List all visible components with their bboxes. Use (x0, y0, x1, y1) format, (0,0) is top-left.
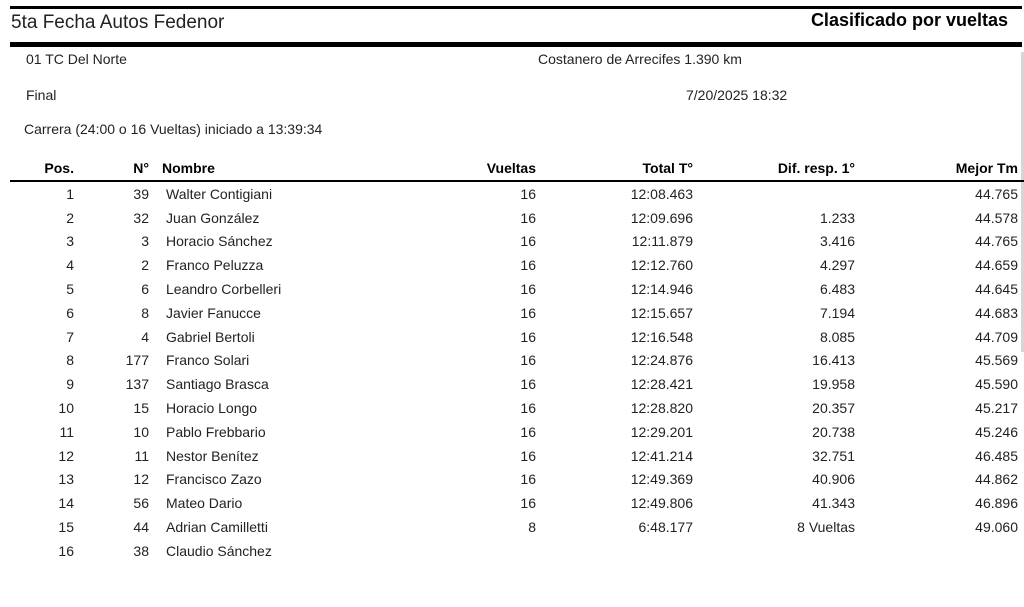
cell-number: 137 (125, 376, 149, 393)
cell-number: 39 (133, 185, 149, 202)
cell-laps: 16 (520, 304, 536, 321)
cell-laps: 16 (520, 447, 536, 464)
table-header-row (10, 156, 1024, 181)
cell-best-time: 44.659 (975, 257, 1018, 274)
cell-name: Adrian Camilletti (166, 519, 268, 536)
cell-total-time: 12:08.463 (630, 185, 693, 202)
cell-total-time: 12:15.657 (630, 304, 693, 321)
cell-laps: 16 (520, 233, 536, 250)
cell-diff: 6.483 (819, 281, 855, 298)
cell-number: 6 (141, 281, 149, 298)
table-row (10, 491, 1024, 515)
column-header-laps: Vueltas (342, 156, 536, 181)
cell-pos: 7 (66, 328, 74, 345)
table-row (10, 325, 1024, 349)
cell-diff: 7.194 (819, 304, 855, 321)
column-header-total-time: Total T° (536, 156, 693, 181)
cell-pos: 6 (66, 304, 74, 321)
cell-best-time: 44.683 (975, 304, 1018, 321)
cell-laps: 16 (520, 352, 536, 369)
table-row (10, 444, 1024, 468)
cell-total-time: 12:28.820 (630, 400, 693, 417)
cell-number: 38 (133, 542, 149, 559)
cell-laps: 16 (520, 185, 536, 202)
table-row (10, 468, 1024, 492)
cell-name: Franco Peluzza (166, 257, 264, 274)
cell-best-time: 45.569 (975, 352, 1018, 369)
cell-best-time: 49.060 (975, 519, 1018, 536)
cell-diff: 32.751 (812, 447, 855, 464)
session-label: Final (26, 87, 57, 103)
cell-diff: 3.416 (819, 233, 855, 250)
cell-diff (693, 539, 855, 563)
cell-total-time: 12:12.760 (630, 257, 693, 274)
cell-pos: 8 (66, 352, 74, 369)
cell-laps: 16 (520, 400, 536, 417)
cell-number: 10 (133, 423, 149, 440)
cell-total-time: 12:11.879 (631, 233, 693, 250)
column-header-pos: Pos. (10, 156, 74, 181)
cell-name: Juan González (166, 209, 260, 226)
cell-laps: 16 (520, 376, 536, 393)
cell-number: 32 (133, 209, 149, 226)
cell-number: 2 (141, 257, 149, 274)
category-label: 01 TC Del Norte (26, 51, 127, 67)
cell-pos: 16 (58, 542, 74, 559)
cell-diff: 8.085 (819, 328, 855, 345)
cell-total-time: 12:49.369 (630, 471, 693, 488)
cell-number: 12 (133, 471, 149, 488)
cell-pos: 3 (66, 233, 74, 250)
cell-pos: 12 (58, 447, 74, 464)
cell-total-time: 12:49.806 (630, 495, 693, 512)
table-row (10, 277, 1024, 301)
cell-total-time: 12:09.696 (630, 209, 693, 226)
top-rule (10, 6, 1022, 9)
cell-diff (693, 181, 855, 206)
cell-number: 3 (141, 233, 149, 250)
table-row (10, 253, 1024, 277)
column-header-number: N° (74, 156, 149, 181)
cell-laps: 16 (520, 423, 536, 440)
cell-pos: 13 (58, 471, 74, 488)
cell-laps (342, 539, 536, 563)
cell-pos: 5 (66, 281, 74, 298)
cell-name: Claudio Sánchez (166, 542, 272, 559)
cell-name: Mateo Dario (166, 495, 243, 512)
cell-laps: 16 (520, 209, 536, 226)
results-table (10, 156, 1024, 563)
cell-laps: 16 (520, 471, 536, 488)
header-rule (10, 42, 1022, 47)
cell-pos: 10 (58, 400, 74, 417)
cell-number: 4 (141, 328, 149, 345)
cell-total-time: 12:24.876 (630, 352, 693, 369)
cell-best-time: 46.896 (975, 495, 1018, 512)
column-header-name: Nombre (149, 156, 342, 181)
cell-best-time: 44.645 (975, 281, 1018, 298)
table-row (10, 230, 1024, 254)
cell-diff: 8 Vueltas (797, 519, 855, 536)
cell-name: Gabriel Bertoli (166, 328, 255, 345)
cell-best-time: 45.590 (975, 376, 1018, 393)
table-row (10, 515, 1024, 539)
cell-diff: 41.343 (812, 495, 855, 512)
track-label: Costanero de Arrecifes 1.390 km (538, 51, 742, 67)
cell-name: Francisco Zazo (166, 471, 262, 488)
cell-laps: 16 (520, 257, 536, 274)
cell-total-time: 12:29.201 (630, 423, 693, 440)
table-row (10, 206, 1024, 230)
cell-name: Javier Fanucce (166, 304, 261, 321)
cell-laps: 16 (520, 328, 536, 345)
table-row (10, 420, 1024, 444)
cell-pos: 4 (66, 257, 74, 274)
cell-diff: 4.297 (819, 257, 855, 274)
cell-name: Franco Solari (166, 352, 250, 369)
table-row (10, 181, 1024, 206)
cell-diff: 1.233 (819, 209, 855, 226)
cell-best-time: 44.765 (975, 185, 1018, 202)
cell-name: Horacio Sánchez (166, 233, 273, 250)
cell-diff: 16.413 (812, 352, 855, 369)
cell-pos: 1 (66, 185, 74, 202)
cell-name: Leandro Corbelleri (166, 281, 282, 298)
cell-best-time: 44.709 (975, 328, 1018, 345)
table-row (10, 372, 1024, 396)
cell-diff: 20.738 (812, 423, 855, 440)
cell-number: 8 (141, 304, 149, 321)
cell-total-time: 12:16.548 (630, 328, 693, 345)
cell-pos: 15 (58, 519, 74, 536)
cell-best-time: 44.765 (975, 233, 1018, 250)
cell-pos: 9 (66, 376, 74, 393)
table-row (10, 301, 1024, 325)
cell-number: 11 (134, 447, 149, 464)
cell-total-time: 12:28.421 (630, 376, 693, 393)
cell-total-time (536, 539, 693, 563)
cell-diff: 20.357 (812, 400, 855, 417)
cell-best-time: 45.217 (975, 400, 1018, 417)
cell-pos: 2 (66, 209, 74, 226)
cell-diff: 19.958 (812, 376, 855, 393)
race-info: Carrera (24:00 o 16 Vueltas) iniciado a 13:39:34 (24, 121, 323, 137)
cell-diff: 40.906 (812, 471, 855, 488)
datetime-label: 7/20/2025 18:32 (686, 87, 788, 103)
cell-name: Santiago Brasca (166, 376, 269, 393)
column-header-diff: Dif. resp. 1° (693, 156, 855, 181)
cell-name: Nestor Benítez (166, 447, 259, 464)
cell-total-time: 6:48.177 (638, 519, 693, 536)
cell-total-time: 12:41.214 (630, 447, 693, 464)
cell-best-time: 46.485 (975, 447, 1018, 464)
cell-best-time: 45.246 (975, 423, 1018, 440)
cell-best-time: 44.578 (975, 209, 1018, 226)
cell-total-time: 12:14.946 (630, 281, 693, 298)
cell-name: Pablo Frebbario (166, 423, 266, 440)
cell-pos: 11 (59, 423, 74, 440)
cell-name: Horacio Longo (166, 400, 258, 417)
cell-best-time (855, 539, 1024, 563)
cell-number: 44 (133, 519, 149, 536)
cell-name: Walter Contigiani (166, 185, 273, 202)
cell-best-time: 44.862 (975, 471, 1018, 488)
cell-laps: 16 (520, 495, 536, 512)
table-row (10, 349, 1024, 373)
cell-laps: 16 (520, 281, 536, 298)
column-header-best-time: Mejor Tm (855, 156, 1024, 181)
cell-number: 15 (133, 400, 149, 417)
cell-pos: 14 (58, 495, 74, 512)
table-row (10, 396, 1024, 420)
cell-laps: 8 (528, 519, 536, 536)
event-title: 5ta Fecha Autos Fedenor (11, 12, 225, 33)
report-title: Clasificado por vueltas (810, 10, 1008, 30)
cell-number: 177 (125, 352, 149, 369)
cell-number: 56 (133, 495, 149, 512)
table-row (10, 539, 1024, 563)
